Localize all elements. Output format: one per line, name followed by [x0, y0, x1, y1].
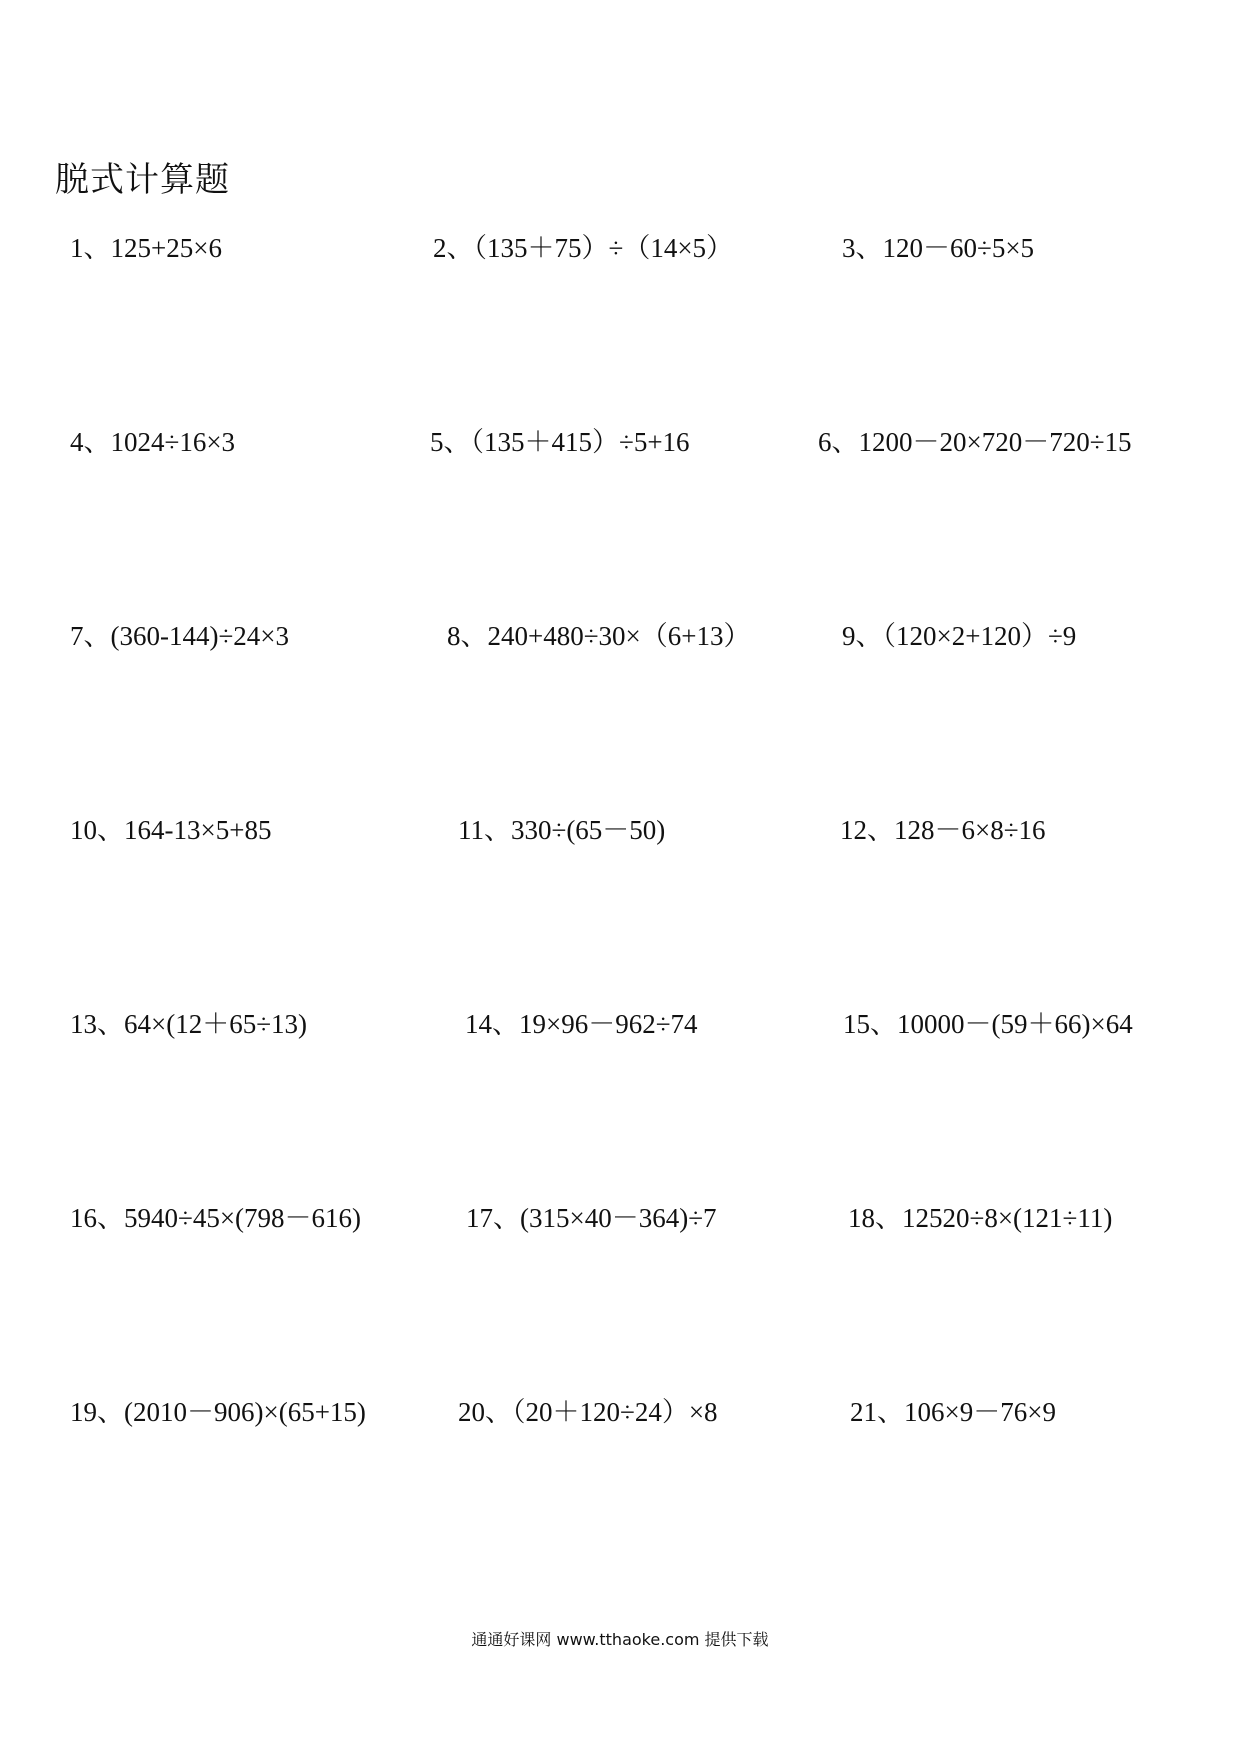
problem-4: 4、1024÷16×3: [70, 427, 236, 457]
page-title: 脱式计算题: [55, 160, 230, 200]
problem-1: 1、125+25×6: [70, 233, 222, 263]
problem-8: 8、240+480÷30×（6+13）: [447, 621, 751, 651]
problem-3: 3、120－60÷5×5: [842, 233, 1035, 263]
problem-5: 5、（135＋415）÷5+16: [430, 427, 690, 457]
problem-14: 14、19×96－962÷74: [465, 1009, 698, 1039]
problem-9: 9、（120×2+120）÷9: [842, 621, 1077, 651]
problem-18: 18、12520÷8×(121÷11): [848, 1203, 1113, 1233]
problem-15: 15、10000－(59＋66)×64: [843, 1009, 1133, 1039]
problem-7: 7、(360-144)÷24×3: [70, 621, 290, 651]
problem-6: 6、1200－20×720－720÷15: [818, 427, 1132, 457]
footer-credit: 通通好课网 www.tthaoke.com 提供下载: [471, 1630, 769, 1649]
problem-16: 16、5940÷45×(798－616): [70, 1203, 362, 1233]
problem-13: 13、64×(12＋65÷13): [70, 1009, 308, 1039]
problem-17: 17、(315×40－364)÷7: [466, 1203, 717, 1233]
problem-21: 21、106×9－76×9: [850, 1397, 1056, 1427]
problem-11: 11、330÷(65－50): [458, 815, 666, 845]
problem-20: 20、（20＋120÷24）×8: [458, 1397, 718, 1427]
problem-12: 12、128－6×8÷16: [840, 815, 1046, 845]
problem-2: 2、（135＋75）÷（14×5）: [433, 233, 734, 263]
problem-10: 10、164-13×5+85: [70, 815, 272, 845]
problem-19: 19、(2010－906)×(65+15): [70, 1397, 366, 1427]
